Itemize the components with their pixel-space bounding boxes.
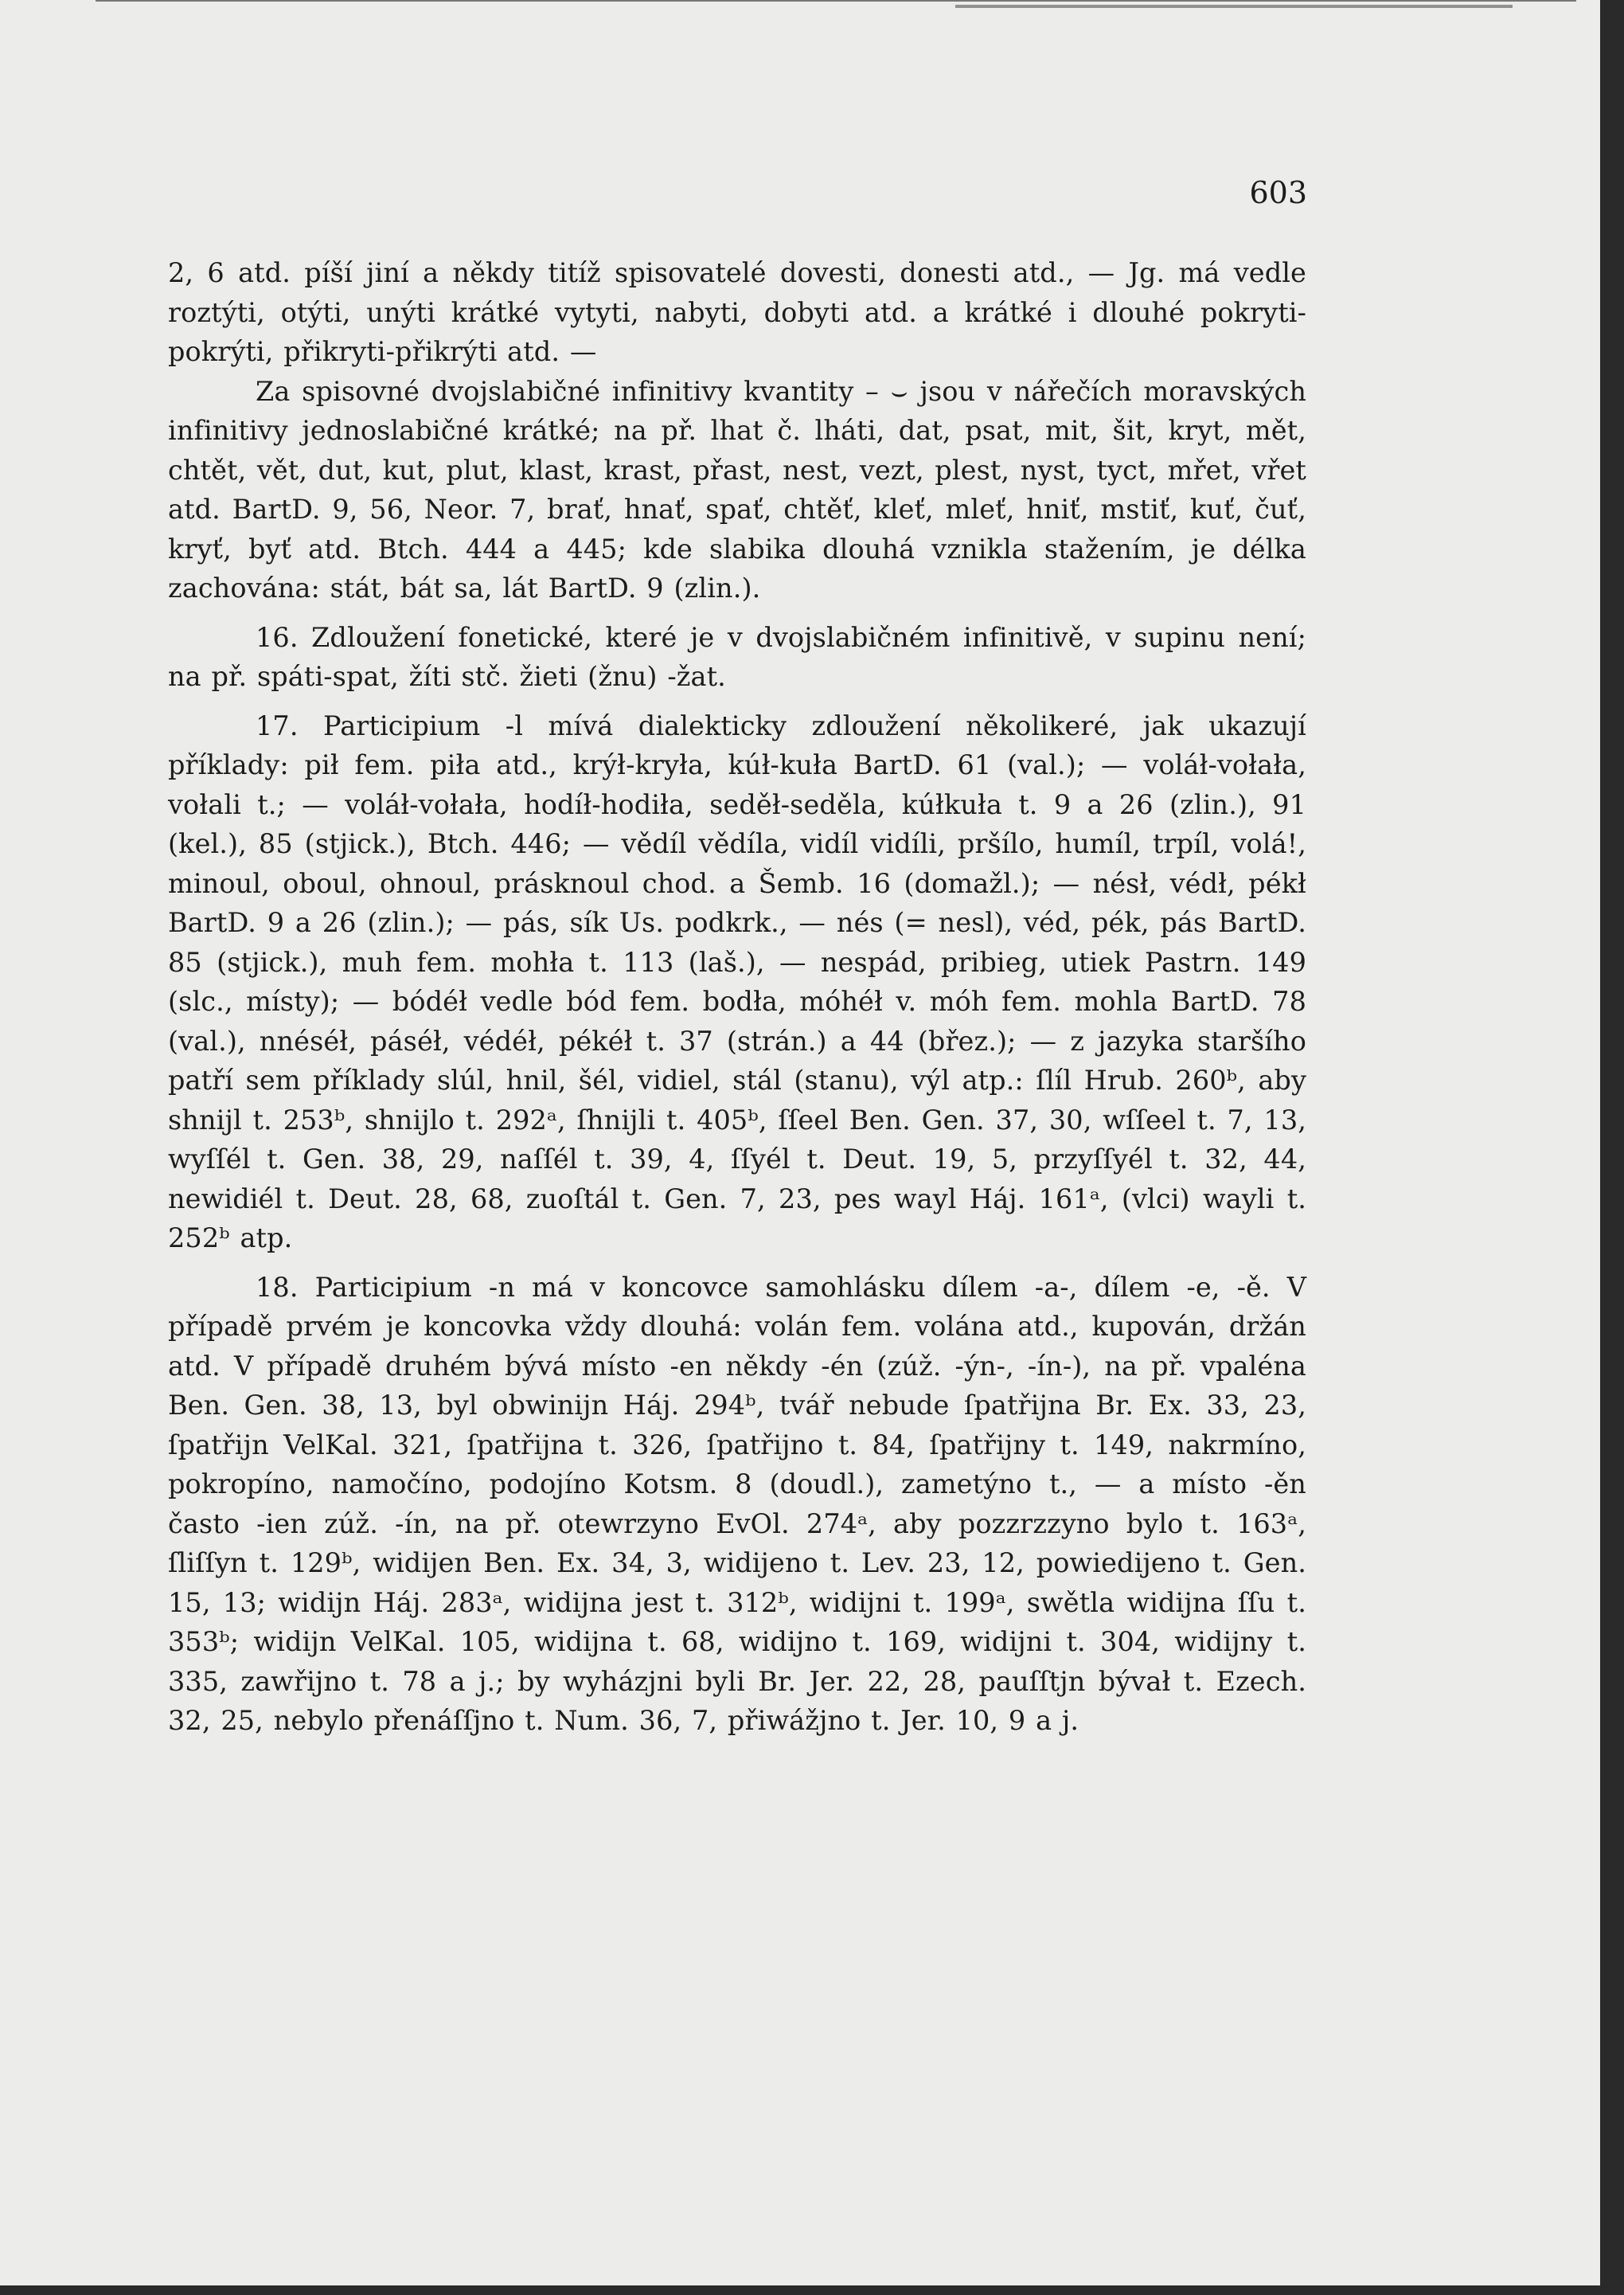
paragraph-17-participium-l: 17. Participium -l mívá dialekticky zdloužení několikeré, jak ukazují příklady: pił fem. piła atd., krýł-kryła, kúł-kuła BartD. 61 (val.); — voláł-vołała, vołali t.; — voláł-vołała, hodíł-hodiła, seděł-seděla, kúłkuła t. 9 a 26 (zlin.), 91 (kel.), 85 (stjick.), Btch. 446; — vědíl vědíla, vidíl vidíli, pršílo, humíl, trpíl, volá!, minoul, oboul, ohnoul, prásknoul chod. a Šemb. 16 (domažl.); — nésł, védł, pékł BartD. 9 a 26 (zlin.); — pás, sík Us. podkrk., — nés (= nesl), véd, pék, pás BartD. 85 (stjick.), muh fem. mohła t. 113 (laš.), — nespád, pribieg, utiek Pastrn. 149 (slc., místy); — bódéł vedle bód fem. bodła, móhéł v. móh fem. mohla BartD. 78 (val.), nnéséł, páséł, védéł, pékéł t. 37 (strán.) a 44 (břez.); — z jazyka staršího patří sem příklady slúl, hnil, šél, vidiel, stál (stanu), výl atp.: ſlíl Hrub. 260ᵇ, aby shnijl t. 253ᵇ, shnijlo t. 292ᵃ, ſhnijli t. 405ᵇ, ſſeel Ben. Gen. 37, 30, wſſeel t. 7, 13, wyſſél t. Gen. 38, 29, naſſél t. 39, 4, ſſyél t. Deut. 19, 5, przyſſyél t. 32, 44, newidiél t. Deut. 28, 68, zuoſtál t. Gen. 7, 23, pes wayl Háj. 161ᵃ, (vlci) wayli t. 252ᵇ atp. xyxy=(168,710,1306,1253)
paragraph-continuation: 2, 6 atd. píší jiní a někdy titíž spisovatelé dovesti, donesti atd., — Jg. má vedle roztýti, otýti, unýti krátké vytyti, nabyti, dobyti atd. a krátké i dlouhé pokryti-pokrýti, přikryti-přikrýti atd. — xyxy=(168,257,1306,367)
paragraph-16-supinum: 16. Zdloužení fonetické, které je v dvojslabičném infinitivě, v supinu není; na př. spáti-spat, žíti stč. žieti (žnu) -žat. xyxy=(168,621,1306,692)
paragraph-18-participium-n: 18. Participium -n má v koncovce samohlásku dílem -a-, dílem -e, -ě. V případě prvém je koncovka vždy dlouhá: volán fem. volána atd., kupován, držán atd. V případě druhém bývá místo -en někdy -én (zúž. -ýn-, -ín-), na př. vpaléna Ben. Gen. 38, 13, byl obwinijn Háj. 294ᵇ, tvář nebude ſpatřijna Br. Ex. 33, 23, ſpatřijn VelKal. 321, ſpatřijna t. 326, ſpatřijno t. 84, ſpatřijny t. 149, nakrmíno, pokropíno, namočíno, podojíno Kotsm. 8 (doudl.), zametýno t., — a místo -ěn často -ien zúž. -ín, na př. otewrzyno EvOl. 274ᵃ, aby pozzrzzyno bylo t. 163ᵃ, ſliſſyn t. 129ᵇ, widijen Ben. Ex. 34, 3, widijeno t. Lev. 23, 12, powiedijeno t. Gen. 15, 13; widijn Háj. 283ᵃ, widijna jest t. 312ᵇ, widijni t. 199ᵃ, swětla widijna ſſu t. 353ᵇ; widijn VelKal. 105, widijna t. 68, widijno t. 169, widijni t. 304, widijny t. 335, zawřijno t. 78 a j.; by wyházjni byli Br. Jer. 22, 28, pauſſtjn bývał t. Ezech. 32, 25, nebylo přenáſſjno t. Num. 36, 7, přiwážjno t. Jer. 10, 9 a j. xyxy=(168,1271,1306,1736)
paragraph-infinitive-quantity: Za spisovné dvojslabičné infinitivy kvantity – ⌣ jsou v nářečích moravských infinitivy jednoslabičné krátké; na př. lhat č. lháti, dat, psat, mit, šit, kryt, mět, chtět, vět, dut, kut, plut, klast, krast, přast, nest, vezt, plest, nyst, tyct, mřet, vřet atd. BartD. 9, 56, Neor. 7, brať, hnať, spať, chtěť, kleť, mleť, hniť, mstiť, kuť, čuť, kryť, byť atd. Btch. 444 a 445; kde slabika dlouhá vznikla stažením, je délka zachována: stát, bát sa, lát BartD. 9 (zlin.). xyxy=(168,375,1306,604)
scan-artifact xyxy=(955,5,1513,8)
page-number: 603 xyxy=(1249,175,1307,210)
text-body xyxy=(168,253,1306,1741)
